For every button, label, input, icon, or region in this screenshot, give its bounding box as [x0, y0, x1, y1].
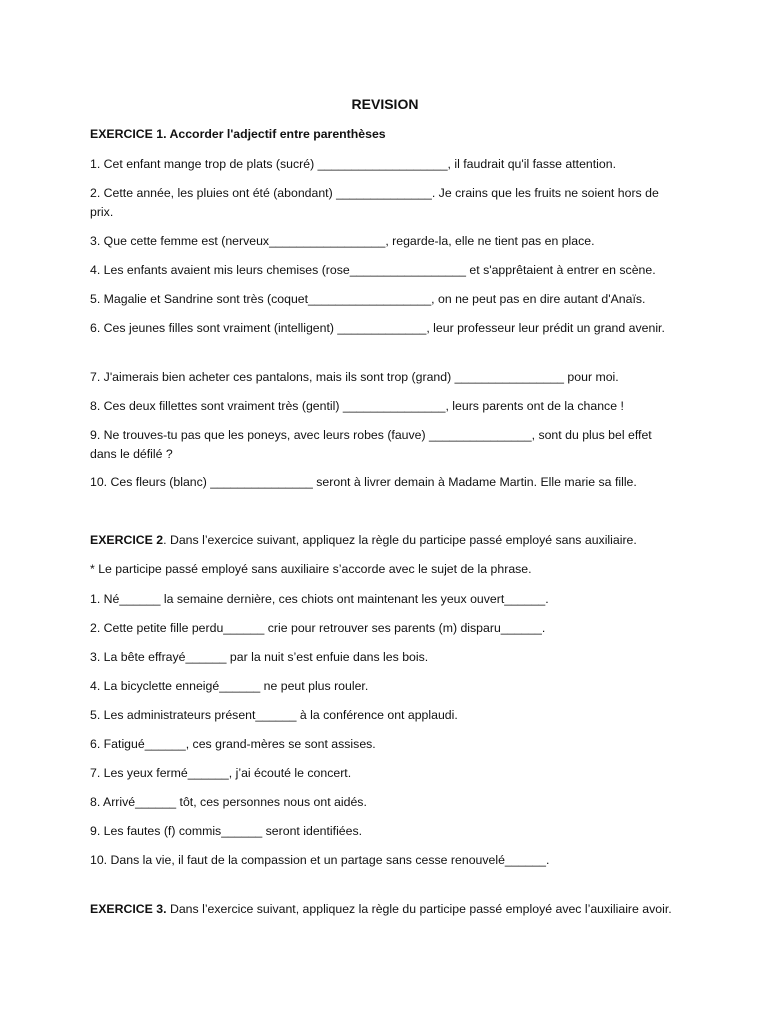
exercise-2-heading-label: EXERCICE 2	[90, 533, 164, 547]
exercise-2-item-4: 4. La bicyclette enneigé______ ne peut plus rouler.	[90, 679, 369, 693]
exercise-3-heading	[90, 900, 680, 919]
exercise-1-heading: EXERCICE 1. Accorder l'adjectif entre parenthèses	[90, 127, 386, 141]
exercise-2-item-8: 8. Arrivé______ tôt, ces personnes nous ont aidés.	[90, 795, 367, 809]
exercise-1-item-8: 8. Ces deux fillettes sont vraiment très (gentil) _______________, leurs parents ont de la chance !	[90, 399, 624, 413]
worksheet-page	[90, 0, 680, 1024]
exercise-2-item-2: 2. Cette petite fille perdu______ crie pour retrouver ses parents (m) disparu______.	[90, 621, 546, 635]
exercise-2-heading-text: . Dans l’exercice suivant, appliquez la règle du participe passé employé sans auxiliaire.	[163, 533, 637, 547]
exercise-2-note: * Le participe passé employé sans auxiliaire s’accorde avec le sujet de la phrase.	[90, 562, 532, 576]
exercise-1-item-3: 3. Que cette femme est (nerveux_________________, regarde-la, elle ne tient pas en place.	[90, 234, 595, 248]
exercise-2-item-7: 7. Les yeux fermé______, j’ai écouté le concert.	[90, 766, 352, 780]
exercise-1-item-9: 9. Ne trouves-tu pas que les poneys, avec leurs robes (fauve) _______________, sont du plus bel effet dans le défilé ?	[90, 428, 652, 461]
exercise-2-item-10: 10. Dans la vie, il faut de la compassion et un partage sans cesse renouvelé______.	[90, 853, 550, 867]
exercise-3-heading-text: Dans l’exercice suivant, appliquez la règle du participe passé employé avec l’auxiliaire avoir.	[166, 902, 672, 916]
exercise-1-item-2: 2. Cette année, les pluies ont été (abondant) ______________. Je crains que les fruits ne soient hors de prix.	[90, 186, 659, 219]
exercise-1-item-5: 5. Magalie et Sandrine sont très (coquet__________________, on ne peut pas en dire autant d'Anaïs.	[90, 292, 646, 306]
exercise-1-item-10: 10. Ces fleurs (blanc) _______________ seront à livrer demain à Madame Martin. Elle marie sa fille.	[90, 475, 637, 489]
exercise-2-item-1: 1. Né______ la semaine dernière, ces chiots ont maintenant les yeux ouvert______.	[90, 592, 549, 606]
exercise-1-item-1: 1. Cet enfant mange trop de plats (sucré) ___________________, il faudrait qu'il fasse attention.	[90, 157, 617, 171]
exercise-1-item-7: 7. J'aimerais bien acheter ces pantalons, mais ils sont trop (grand) ________________ pour moi.	[90, 370, 619, 384]
exercise-3-heading-label: EXERCICE 3.	[90, 902, 167, 916]
exercise-1-item-4: 4. Les enfants avaient mis leurs chemises (rose_________________ et s'apprêtaient à entrer en scène.	[90, 263, 656, 277]
page-title: REVISION	[351, 96, 419, 112]
exercise-2-heading	[90, 531, 680, 550]
exercise-2-item-5: 5. Les administrateurs présent______ à la conférence ont applaudi.	[90, 708, 458, 722]
exercise-2-item-9: 9. Les fautes (f) commis______ seront identifiées.	[90, 824, 363, 838]
exercise-2-item-3: 3. La bête effrayé______ par la nuit s’est enfuie dans les bois.	[90, 650, 429, 664]
exercise-1-item-6: 6. Ces jeunes filles sont vraiment (intelligent) _____________, leur professeur leur prédit un grand avenir.	[90, 321, 665, 335]
exercise-2-item-6: 6. Fatigué______, ces grand-mères se sont assises.	[90, 737, 376, 751]
